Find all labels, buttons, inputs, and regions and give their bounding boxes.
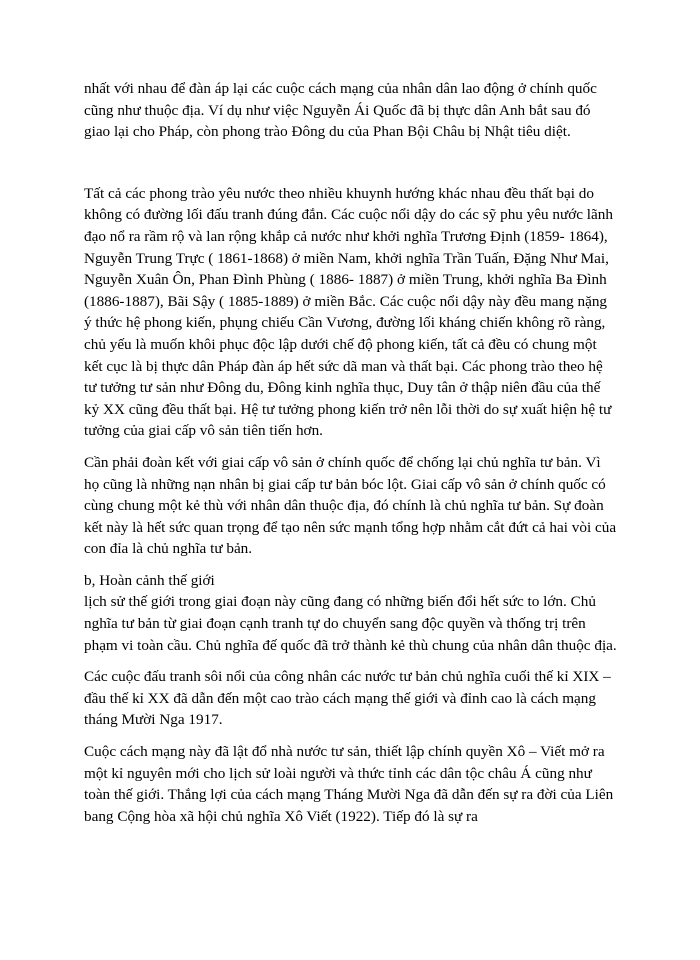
paragraph-october-revolution: Cuộc cách mạng này đã lật đổ nhà nước tư sản, thiết lập chính quyền Xô – Viết mở ra một kỉ nguyên mới cho lịch sử loài người và thức tỉnh các dân tộc châu Á cũng như toàn thế giới. Thắng lợi của cách mạng Tháng Mười Nga đã dẫn đến sự ra đời của Liên bang Cộng hòa xã hội chủ nghĩa Xô Viết (1922). Tiếp đó là sự ra [84,743,614,825]
paragraph-intro: nhất với nhau để đàn áp lại các cuộc cách mạng của nhân dân lao động ở chính quốc cũng như thuộc địa. Ví dụ như việc Nguyễn Ái Quốc đã bị thực dân Anh bắt sau đó giao lại cho Pháp, còn phong trào Đông du của Phan Bội Châu bị Nhật tiêu diệt. [84,80,597,141]
paragraph-solidarity: Cần phải đoàn kết với giai cấp vô sản ở chính quốc để chống lại chủ nghĩa tư bản. Vì họ cũng là những nạn nhân bị giai cấp tư bản bóc lột. Giai cấp vô sản ở chính quốc có cùng chung một kẻ thù với nhân dân thuộc địa, đó chính là chủ nghĩa tư bản. Sự đoàn kết này là hết sức quan trọng để tạo nên sức mạnh tổng hợp nhằm cắt đứt cả hai vòi của con đỉa là chủ nghĩa tư bản. [84,453,617,558]
section-heading: b, Hoàn cảnh thế giới [84,571,215,589]
paragraph-workers-struggle: Các cuộc đấu tranh sôi nổi của công nhân các nước tư bản chủ nghĩa cuối thế kỉ XIX – đầu thế kỉ XX đã dẫn đến một cao trào cách mạng thế giới và đỉnh cao là cách mạng tháng Mười Nga 1917. [84,668,611,729]
paragraph-patriotic-movements: Tất cả các phong trào yêu nước theo nhiều khuynh hướng khác nhau đều thất bại do không có đường lối đấu tranh đúng đắn. Các cuộc nổi dậy do các sỹ phu yêu nước lãnh đạo nổ ra rầm rộ và lan rộng khắp cả nước như khởi nghĩa Trương Định (1859- 1864), Nguyễn Trung Trực ( 1861-1868) ở miền Nam, khởi nghĩa Trần Tuấn, Đặng Như Mai, Nguyễn Xuân Ôn, Phan Đình Phùng ( 1886- 1887) ở miền Trung, khởi nghĩa Ba Đình (1886-1887), Bãi Sậy ( 1885-1889) ở miền Bắc. Các cuộc nổi dậy này đều mang nặng ý thức hệ phong kiến, phụng chiếu Cần Vương, đường lối kháng chiến không rõ ràng, chủ yếu là muốn khôi phục độc lập dưới chế độ phong kiến, tất cả đều có chung một kết cục là bị thực dân Pháp đàn áp hết sức dã man và thất bại. Các phong trào theo hệ tư tưởng tư sản như Đông du, Đông kinh nghĩa thục, Duy tân ở thập niên đầu của thế kỷ XX cũng đều thất bại. Hệ tư tưởng phong kiến trở nên lỗi thời do sự xuất hiện hệ tư tưởng của giai cấp vô sản tiên tiến hơn. [84,184,613,440]
paragraph-world-history: lịch sử thế giới trong giai đoạn này cũng đang có những biến đổi hết sức to lớn. Chủ nghĩa tư bản từ giai đoạn cạnh tranh tự do chuyển sang độc quyền và thống trị trên phạm vi toàn cầu. Chủ nghĩa đế quốc đã trở thành kẻ thù chung của nhân dân thuộc địa. [84,593,617,654]
